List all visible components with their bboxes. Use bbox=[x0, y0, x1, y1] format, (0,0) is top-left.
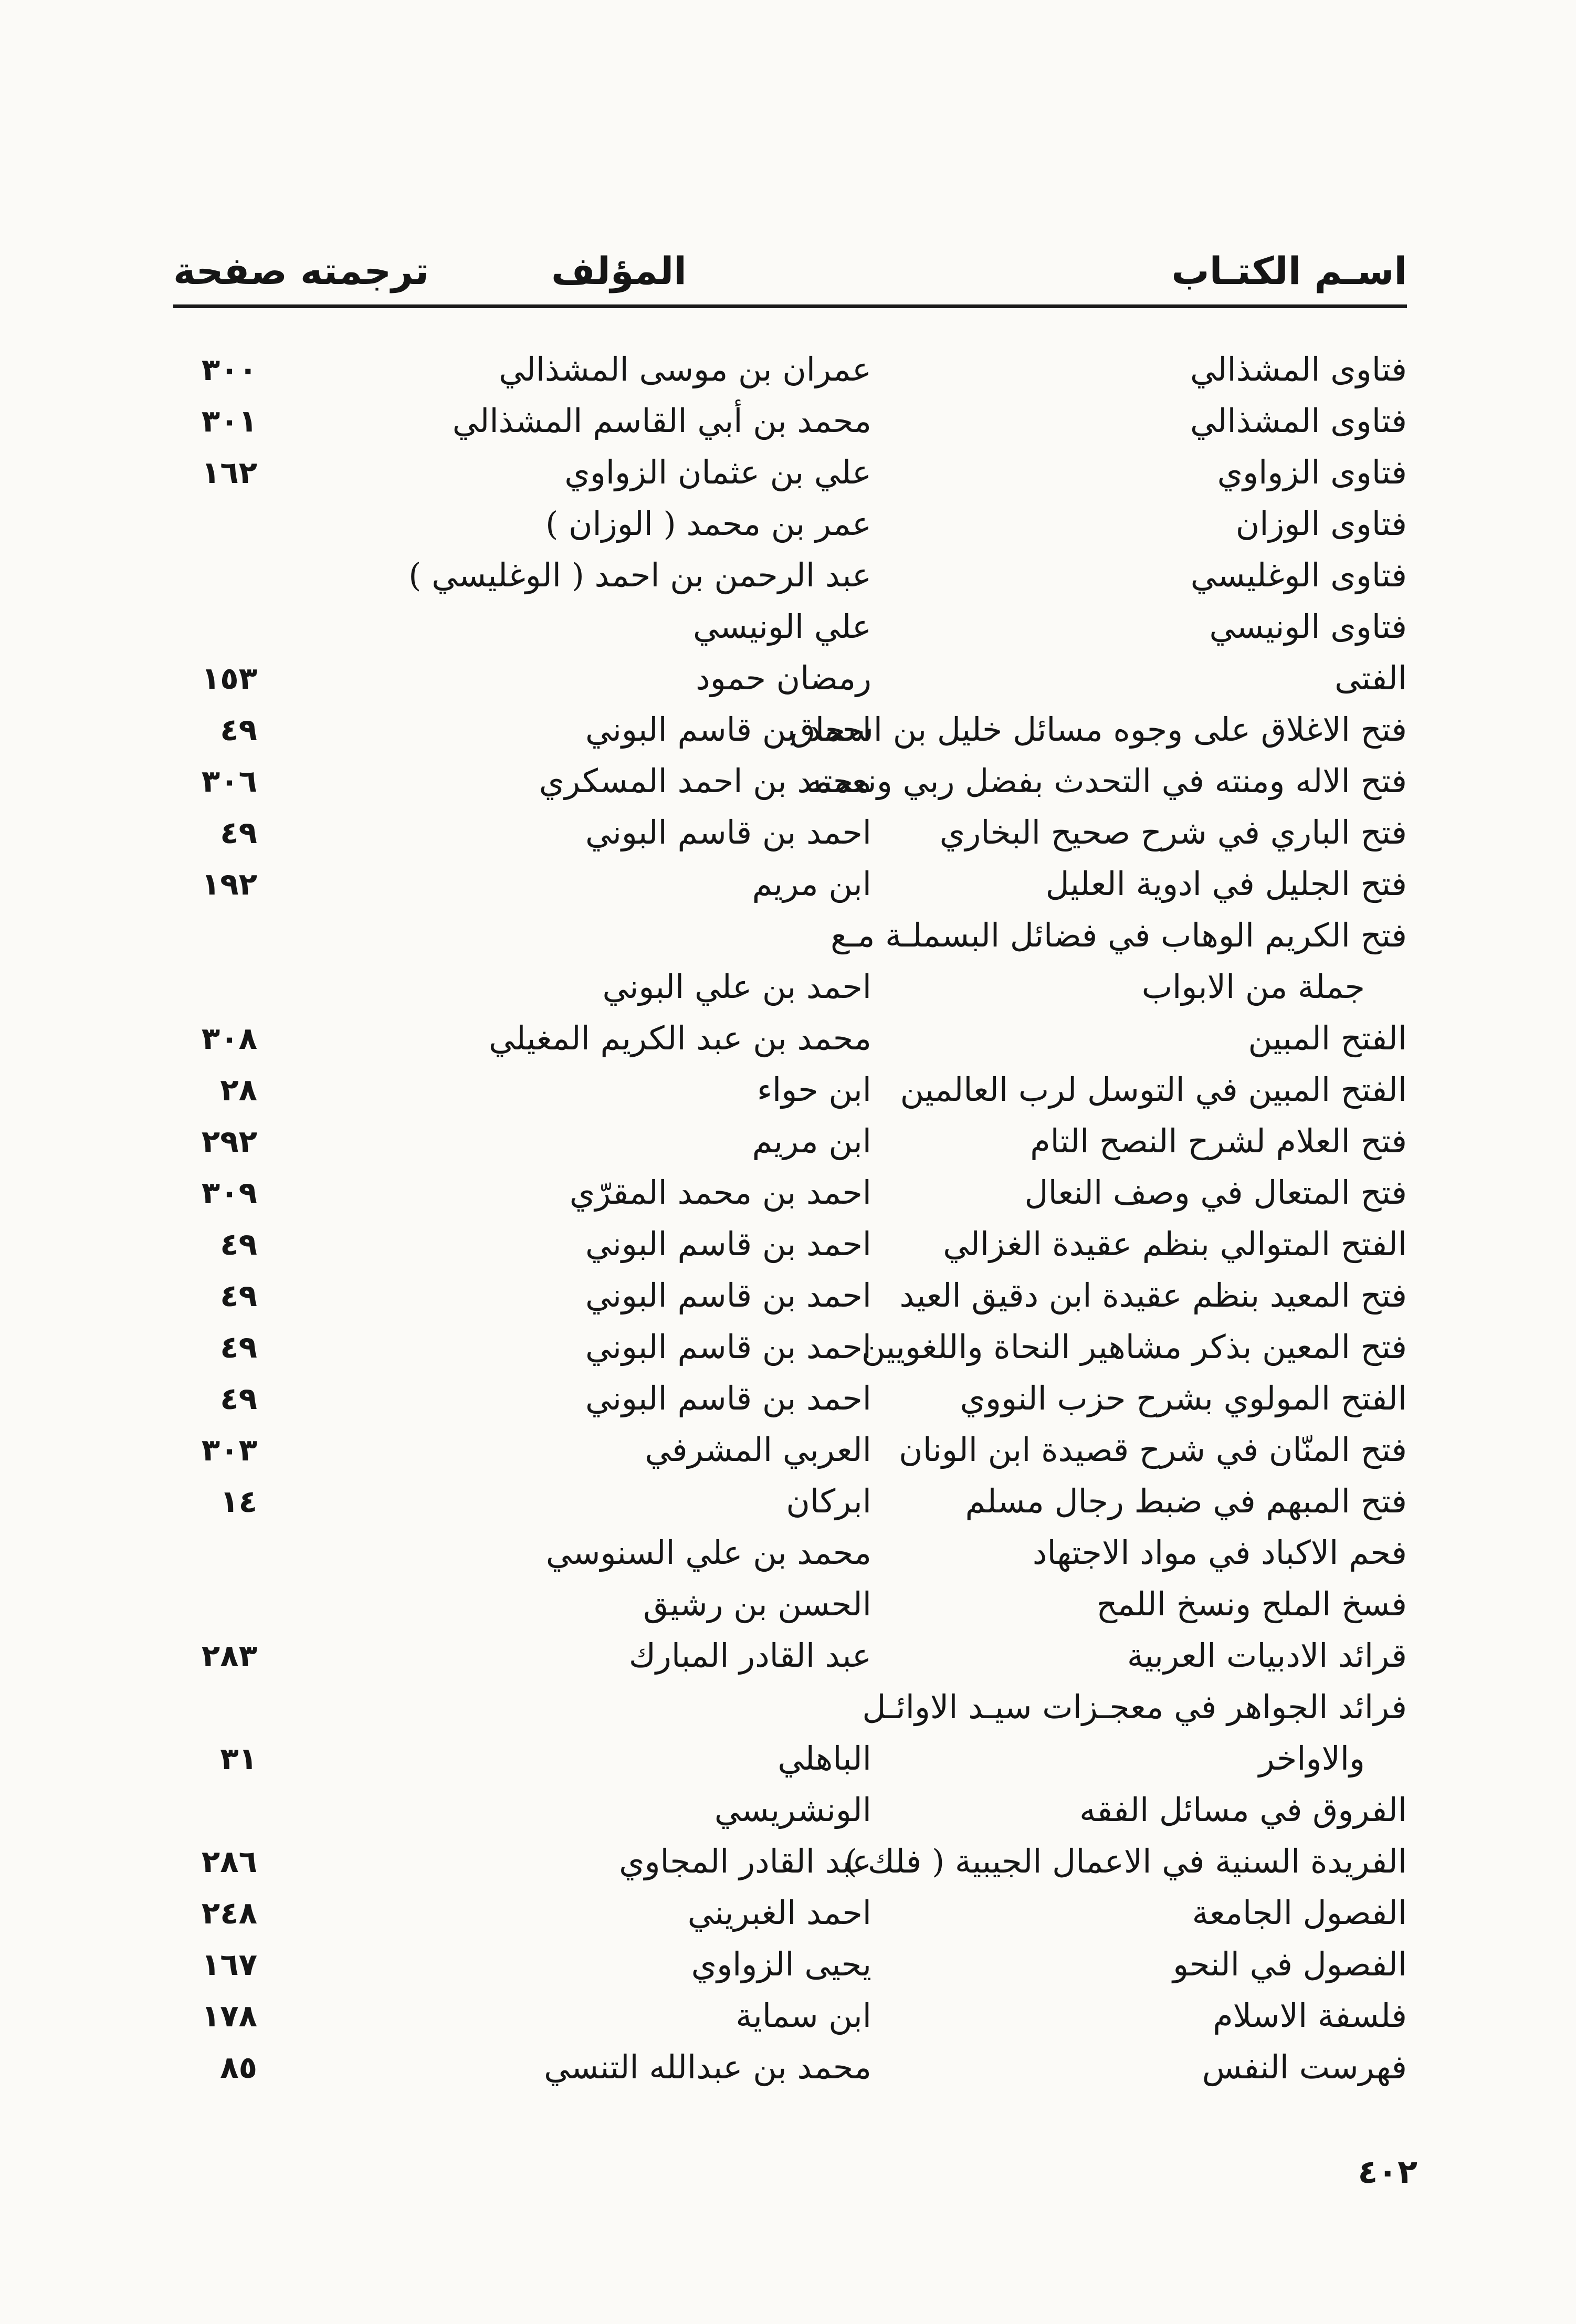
book-title: فتح الاغلاق على وجوه مسائل خليل بن اسحاق bbox=[790, 710, 1407, 749]
book-title: فتح المعين بذكر مشاهير النحاة واللغويين bbox=[861, 1328, 1407, 1366]
table-row bbox=[173, 961, 1407, 1013]
book-title: الفتح المتوالي بنظم عقيدة الغزالي bbox=[943, 1225, 1407, 1263]
table-row bbox=[173, 1939, 1407, 1990]
author-name: احمد الغبريني bbox=[687, 1894, 871, 1932]
author-name: احمد بن قاسم البوني bbox=[585, 813, 871, 851]
author-name: عبد الرحمن بن احمد ( الوغليسي ) bbox=[408, 556, 871, 594]
biography-page-number: ٢٤٨ bbox=[201, 1895, 257, 1931]
book-title: فتاوى الزواوي bbox=[1217, 453, 1407, 491]
table-row bbox=[173, 1167, 1407, 1218]
biography-page-number: ٢٨٦ bbox=[201, 1844, 257, 1879]
author-name: احمد بن قاسم البوني bbox=[585, 710, 871, 749]
biography-page-number: ١٦٧ bbox=[201, 1947, 257, 1982]
book-title: فتح الاله ومنته في التحدث بفضل ربي ونعمته bbox=[805, 762, 1407, 800]
author-name: ابركان bbox=[786, 1482, 871, 1520]
table-row bbox=[173, 1373, 1407, 1424]
book-title: قرائد الادبيات العربية bbox=[1127, 1636, 1407, 1675]
table-row bbox=[173, 1990, 1407, 2042]
author-name: ابن حواء bbox=[757, 1070, 871, 1109]
table-row bbox=[173, 1218, 1407, 1270]
book-title: فتاوى الوزان bbox=[1235, 504, 1407, 543]
book-title: فلسفة الاسلام bbox=[1213, 1996, 1407, 2035]
book-title: فتاوى الونيسي bbox=[1209, 607, 1407, 646]
biography-page-number: ٣٠٨ bbox=[201, 1021, 257, 1056]
biography-page-number: ١٥٣ bbox=[201, 660, 257, 696]
author-name: ابن مريم bbox=[752, 865, 871, 903]
author-name: الباهلي bbox=[778, 1739, 871, 1778]
table-row bbox=[173, 1270, 1407, 1321]
biography-page-number: ٤٩ bbox=[220, 1381, 257, 1416]
author-name: عمران بن موسى المشذالي bbox=[499, 350, 871, 388]
book-title: الفتح المبين bbox=[1248, 1019, 1407, 1057]
table-row bbox=[173, 1321, 1407, 1373]
index-table-body bbox=[173, 344, 1407, 2093]
author-name: احمد بن محمد المقرّي bbox=[569, 1173, 871, 1212]
author-name: الحسن بن رشيق bbox=[643, 1585, 871, 1623]
author-name: احمد بن علي البوني bbox=[602, 968, 871, 1006]
author-name: محمد بن عبد الكريم المغيلي bbox=[488, 1019, 871, 1057]
book-title: فتاوى الوغليسي bbox=[1190, 556, 1407, 594]
author-name: احمد بن قاسم البوني bbox=[585, 1276, 871, 1315]
table-row bbox=[173, 910, 1407, 961]
book-title: فهرست النفس bbox=[1202, 2048, 1407, 2086]
biography-page-number: ٣١ bbox=[220, 1741, 257, 1776]
author-name: محمد بن احمد المسكري bbox=[539, 762, 871, 800]
table-row bbox=[173, 1116, 1407, 1167]
biography-page-number bbox=[173, 1681, 257, 1733]
table-row bbox=[173, 1476, 1407, 1527]
biography-page-number bbox=[173, 601, 257, 653]
biography-page-number bbox=[173, 550, 257, 601]
biography-page-number: ٣٠٦ bbox=[201, 763, 257, 799]
book-title: فتح الجليل في ادوية العليل bbox=[1045, 865, 1407, 903]
biography-page-number: ٤٩ bbox=[220, 1329, 257, 1365]
book-title: فتح المنّان في شرح قصيدة ابن الونان bbox=[899, 1431, 1407, 1469]
book-title: الفروق في مسائل الفقه bbox=[1079, 1791, 1407, 1829]
book-title: فتح المبهم في ضبط رجال مسلم bbox=[965, 1482, 1407, 1520]
author-name: عبد القادر المبارك bbox=[628, 1636, 871, 1675]
biography-page-number: ٣٠١ bbox=[201, 403, 257, 439]
table-row bbox=[173, 344, 1407, 395]
author-name: علي الونيسي bbox=[692, 607, 871, 646]
book-title: فتح العلام لشرح النصح التام bbox=[1030, 1122, 1407, 1160]
book-title: الفتح المبين في التوسل لرب العالمين bbox=[900, 1070, 1407, 1109]
biography-page-number: ١٦٢ bbox=[201, 455, 257, 490]
book-title: جملة من الابواب bbox=[1141, 968, 1365, 1006]
column-header-book-title: اسـم الكتـاب bbox=[1171, 249, 1407, 293]
table-row bbox=[173, 1064, 1407, 1116]
biography-page-number bbox=[173, 1784, 257, 1836]
author-name bbox=[294, 910, 871, 961]
author-name: محمد بن أبي القاسم المشذالي bbox=[452, 402, 871, 440]
author-name: رمضان حمود bbox=[696, 659, 871, 697]
table-row bbox=[173, 1579, 1407, 1630]
table-row bbox=[173, 1681, 1407, 1733]
author-name: احمد بن قاسم البوني bbox=[585, 1225, 871, 1263]
column-header-author: المؤلف bbox=[551, 249, 687, 293]
column-header-biography-page: ترجمته صفحة bbox=[173, 249, 429, 293]
book-title: فتح المتعال في وصف النعال bbox=[1024, 1173, 1407, 1212]
author-name bbox=[294, 1681, 871, 1733]
book-title: الفريدة السنية في الاعمال الجيبية ( فلك ) bbox=[845, 1842, 1407, 1880]
author-name: يحيى الزواوي bbox=[691, 1945, 871, 1983]
table-row bbox=[173, 755, 1407, 807]
biography-page-number: ٣٠٠ bbox=[201, 352, 257, 387]
table-row bbox=[173, 704, 1407, 755]
biography-page-number: ٣٠٩ bbox=[201, 1175, 257, 1211]
biography-page-number: ٨٥ bbox=[220, 2049, 257, 2085]
table-row bbox=[173, 601, 1407, 653]
biography-page-number: ٤٩ bbox=[220, 815, 257, 850]
biography-page-number bbox=[173, 498, 257, 550]
book-title: فرائد الجواهر في معجـزات سيـد الاوائـل bbox=[862, 1688, 1407, 1726]
author-name: الونشريسي bbox=[714, 1791, 871, 1829]
table-row bbox=[173, 1630, 1407, 1681]
table-row bbox=[173, 1836, 1407, 1887]
biography-page-number: ٤٩ bbox=[220, 1226, 257, 1262]
book-title: الفصول في النحو bbox=[1173, 1945, 1407, 1983]
biography-page-number: ٤٩ bbox=[220, 1278, 257, 1313]
author-name: ابن مريم bbox=[752, 1122, 871, 1160]
biography-page-number bbox=[173, 1527, 257, 1579]
author-name: احمد بن قاسم البوني bbox=[585, 1328, 871, 1366]
book-title: والاواخر bbox=[1258, 1739, 1365, 1778]
book-title: فحم الاكباد في مواد الاجتهاد bbox=[1032, 1533, 1407, 1572]
page-number: ٤٠٢ bbox=[1358, 2152, 1417, 2191]
table-row bbox=[173, 1887, 1407, 1939]
table-row bbox=[173, 447, 1407, 498]
biography-page-number: ٢٨ bbox=[220, 1072, 257, 1108]
table-row bbox=[173, 498, 1407, 550]
biography-page-number: ٢٨٣ bbox=[201, 1638, 257, 1674]
table-row bbox=[173, 1784, 1407, 1836]
biography-page-number: ١٤ bbox=[220, 1484, 257, 1519]
book-title: فتاوى المشذالي bbox=[1190, 350, 1407, 388]
author-name: علي بن عثمان الزواوي bbox=[564, 453, 871, 491]
table-row bbox=[173, 395, 1407, 447]
author-name: عبد القادر المجاوي bbox=[619, 1842, 871, 1880]
table-row bbox=[173, 1013, 1407, 1064]
book-title: فسخ الملح ونسخ اللمح bbox=[1096, 1585, 1407, 1623]
biography-page-number: ١٩٢ bbox=[201, 866, 257, 902]
table-row bbox=[173, 1527, 1407, 1579]
author-name: محمد بن علي السنوسي bbox=[545, 1533, 871, 1572]
biography-page-number: ١٧٨ bbox=[201, 1998, 257, 2034]
table-header bbox=[173, 231, 1407, 308]
author-name: العربي المشرفي bbox=[645, 1431, 871, 1469]
biography-page-number: ٢٩٢ bbox=[201, 1123, 257, 1159]
book-title: فتاوى المشذالي bbox=[1190, 402, 1407, 440]
book-title: الفتح المولوي بشرح حزب النووي bbox=[960, 1379, 1407, 1417]
biography-page-number bbox=[173, 1579, 257, 1630]
table-row bbox=[173, 1424, 1407, 1476]
biography-page-number: ٤٩ bbox=[220, 712, 257, 748]
table-row bbox=[173, 2042, 1407, 2093]
biography-page-number bbox=[173, 961, 257, 1013]
table-row bbox=[173, 807, 1407, 858]
author-name: عمر بن محمد ( الوزان ) bbox=[545, 504, 871, 543]
book-title: فتح المعيد بنظم عقيدة ابن دقيق العيد bbox=[899, 1276, 1407, 1315]
table-row bbox=[173, 550, 1407, 601]
table-row bbox=[173, 858, 1407, 910]
book-title: الفتى bbox=[1335, 659, 1407, 697]
book-title: فتح الباري في شرح صحيح البخاري bbox=[939, 813, 1407, 851]
book-title: فتح الكريم الوهاب في فضائل البسملـة مـع bbox=[831, 916, 1407, 954]
author-name: محمد بن عبدالله التنسي bbox=[544, 2048, 871, 2086]
author-name: ابن سماية bbox=[736, 1996, 871, 2035]
book-title: الفصول الجامعة bbox=[1192, 1894, 1407, 1932]
table-row bbox=[173, 1733, 1407, 1784]
biography-page-number: ٣٠٣ bbox=[201, 1432, 257, 1468]
author-name: احمد بن قاسم البوني bbox=[585, 1379, 871, 1417]
table-row bbox=[173, 653, 1407, 704]
biography-page-number bbox=[173, 910, 257, 961]
